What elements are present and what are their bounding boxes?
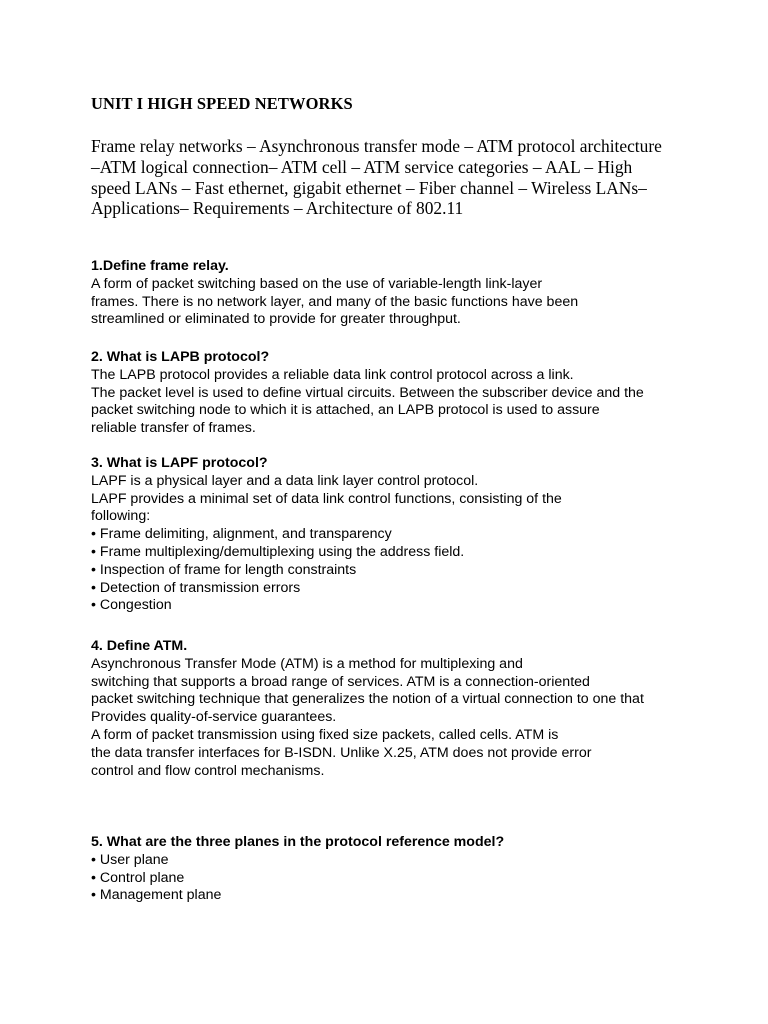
bullet-item: • Inspection of frame for length constraints: [91, 561, 357, 578]
bullet-item: • Frame delimiting, alignment, and transparency: [91, 526, 392, 543]
syllabus-topics: [91, 136, 691, 219]
question-heading: 4. Define ATM.: [91, 638, 188, 654]
question-5: [91, 834, 731, 905]
bullet-item: • Management plane: [91, 887, 222, 904]
answer-line: Asynchronous Transfer Mode (ATM) is a method for multiplexing and: [91, 655, 523, 672]
bullet-item: • Congestion: [91, 597, 172, 614]
question-2: [91, 349, 731, 438]
question-1: [91, 258, 731, 329]
answer-line: LAPF provides a minimal set of data link control functions, consisting of the: [91, 490, 562, 507]
answer-line: switching that supports a broad range of services. ATM is a connection-oriented: [91, 673, 590, 690]
syllabus-line: Frame relay networks – Asynchronous transfer mode – ATM protocol architecture: [91, 136, 662, 156]
question-heading: 2. What is LAPB protocol?: [91, 349, 270, 365]
answer-line: The packet level is used to define virtual circuits. Between the subscriber device and the: [91, 384, 644, 401]
answer-line: frames. There is no network layer, and many of the basic functions have been: [91, 293, 579, 310]
unit-title: UNIT I HIGH SPEED NETWORKS: [91, 94, 353, 113]
answer-line: following:: [91, 508, 151, 525]
answer-line: A form of packet switching based on the use of variable-length link-layer: [91, 275, 543, 292]
syllabus-line: Applications– Requirements – Architecture of 802.11: [91, 198, 464, 219]
question-heading: 1.Define frame relay.: [91, 258, 229, 274]
answer-line: streamlined or eliminated to provide for greater throughput.: [91, 311, 461, 328]
question-heading: 5. What are the three planes in the protocol reference model?: [91, 834, 505, 850]
bullet-item: • Detection of transmission errors: [91, 579, 301, 596]
bullet-item: • Control plane: [91, 869, 185, 886]
question-3: [91, 455, 731, 615]
answer-line: packet switching technique that generalizes the notion of a virtual connection to one that: [91, 691, 644, 708]
answer-line: A form of packet transmission using fixed size packets, called cells. ATM is: [91, 726, 559, 743]
answer-line: The LAPB protocol provides a reliable data link control protocol across a link.: [91, 366, 574, 383]
bullet-item: • User plane: [91, 851, 169, 868]
answer-line: Provides quality-of-service guarantees.: [91, 709, 337, 726]
question-4: [91, 638, 731, 780]
syllabus-line: speed LANs – Fast ethernet, gigabit ethernet – Fiber channel – Wireless LANs–: [91, 177, 647, 198]
answer-line: LAPF is a physical layer and a data link layer control protocol.: [91, 472, 479, 489]
answer-line: the data transfer interfaces for B-ISDN. Unlike X.25, ATM does not provide error: [91, 744, 592, 761]
bullet-item: • Frame multiplexing/demultiplexing using the address field.: [91, 543, 465, 560]
question-heading: 3. What is LAPF protocol?: [91, 455, 268, 471]
answer-line: control and flow control mechanisms.: [91, 762, 325, 779]
syllabus-line: –ATM logical connection– ATM cell – ATM service categories – AAL – High: [91, 156, 633, 177]
answer-line: reliable transfer of frames.: [91, 420, 256, 437]
answer-line: packet switching node to which it is attached, an LAPB protocol is used to assure: [91, 402, 600, 419]
